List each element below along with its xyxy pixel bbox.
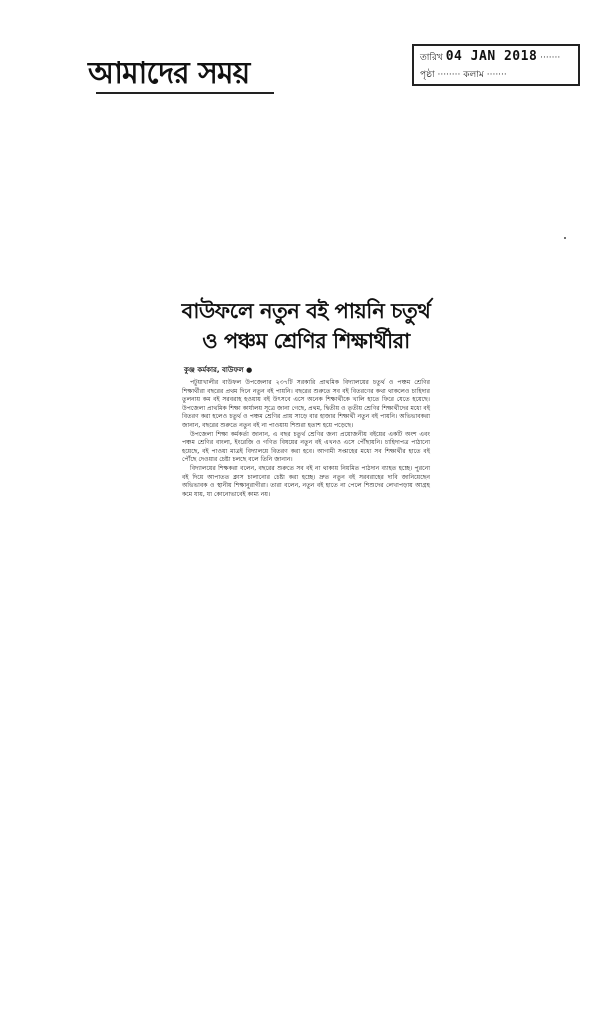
newspaper-name: আমাদের সময়: [88, 56, 250, 91]
stamp-date-label: তারিখ: [420, 53, 443, 63]
stamp-page-label: পৃষ্ঠা: [420, 70, 435, 80]
stamp-date-value: 04 JAN 2018: [445, 49, 538, 64]
article-byline: কুঞ্জ কর্মকার, বাউফল ●: [184, 366, 253, 374]
newspaper-masthead: [88, 50, 288, 98]
article-paragraph: পটুয়াখালীর বাউফল উপজেলার ২৩৭টি সরকারি প্রাথমিক বিদ্যালয়ের চতুর্থ ও পঞ্চম শ্রেণির শিক্ষার্থীরা বছরের প্রথম দিনে নতুন বই পায়নি। বছরের শুরুতে সব বই বিতরণের কথা থাকলেও চাহিদার তুলনায় কম বই সরবরাহ হওয়ায় বই উৎসবে এসে অনেক শিক্ষার্থীকে খালি হাতে ফিরে যেতে হয়েছে। উপজেলা প্রাথমিক শিক্ষা কার্যালয় সূত্রে জানা গেছে, প্রথম, দ্বিতীয় ও তৃতীয় শ্রেণির শিক্ষার্থীদের মধ্যে বই বিতরণ করা হলেও চতুর্থ ও পঞ্চম শ্রেণির প্রায় সাড়ে বার হাজার শিক্ষার্থী নতুন বই পায়নি। অভিভাবকরা জানান, বছরের শুরুতে নতুন বই না পাওয়ায় শিশুরা হতাশ হয়ে পড়েছে।: [182, 379, 430, 429]
headline-line-2: ও পঞ্চম শ্রেণির শিক্ষার্থীরা: [202, 328, 410, 353]
scan-speck: [564, 237, 566, 239]
headline-line-1: বাউফলে নতুন বই পায়নি চতুর্থ: [181, 298, 431, 323]
archive-date-stamp: [412, 44, 580, 86]
article-body: [182, 379, 430, 499]
stamp-column-label: কলাম: [463, 70, 484, 80]
article-paragraph: উপজেলা শিক্ষা কর্মকর্তা জানান, এ বছর চতুর্থ শ্রেণির জন্য প্রয়োজনীয় বইয়ের একটি অংশ এবং পঞ্চম শ্রেণির বাংলা, ইংরেজি ও গণিত বিষয়ের নতুন বই এখনও এসে পৌঁছায়নি। চাহিদাপত্র পাঠানো হয়েছে, বই পাওয়া মাত্রই বিদ্যালয়ে বিতরণ করা হবে। আগামী সপ্তাহের মধ্যে সব শিক্ষার্থীর হাতে বই পৌঁছে দেওয়ার চেষ্টা চলছে বলে তিনি জানান।: [182, 430, 430, 464]
news-clipping: [178, 296, 434, 574]
stamp-dotted-line: ········: [437, 70, 461, 80]
stamp-dotted-line: ·······: [486, 70, 507, 80]
article-paragraph: বিদ্যালয়ের শিক্ষকরা বলেন, বছরের শুরুতে সব বই না থাকায় নিয়মিত পাঠদান ব্যাহত হচ্ছে। পুরনো বই দিয়ে আপাতত ক্লাস চালানোর চেষ্টা করা হচ্ছে। দ্রুত নতুন বই সরবরাহের দাবি জানিয়েছেন অভিভাবক ও স্থানীয় শিক্ষানুরাগীরা। তারা বলেন, নতুন বই হাতে না পেলে শিশুদের লেখাপড়ায় আগ্রহ কমে যায়, যা কোনোভাবেই কাম্য নয়।: [182, 464, 430, 498]
masthead-underline: [96, 92, 274, 94]
stamp-dotted-line: ·······: [540, 53, 561, 63]
article-headline: [178, 296, 434, 356]
stamp-date-row: [420, 50, 574, 65]
stamp-page-row: [420, 68, 574, 82]
